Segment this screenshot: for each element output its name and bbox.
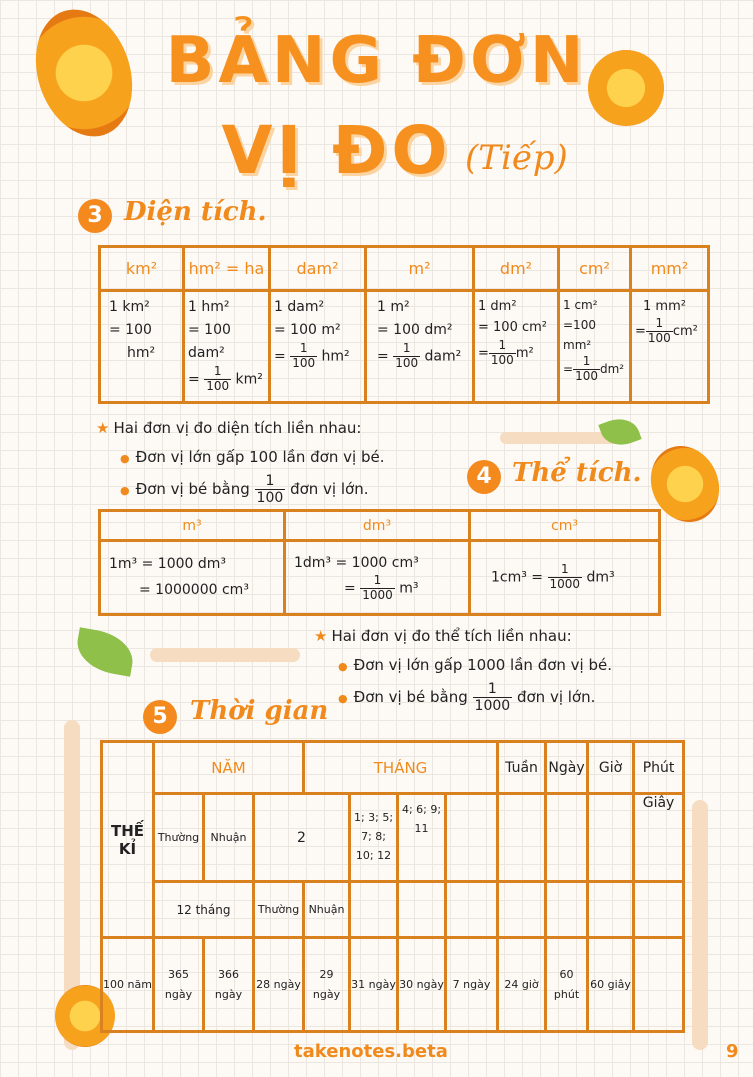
giay-header: Giây [634, 794, 684, 882]
blank-cell [634, 938, 684, 1032]
fraction-denominator: 100 [256, 490, 284, 507]
header-m2: m² [366, 247, 474, 291]
page-number: 9 [726, 1041, 739, 1062]
cell-line: 1 dm² [478, 299, 517, 314]
header-phut-giay [634, 742, 684, 794]
header-cm3: cm³ [470, 511, 660, 541]
cell-m3 [100, 541, 285, 615]
cell-line: =100 mm² [563, 317, 596, 352]
months-31: 1; 3; 5; 7; 8; 10; 12 [350, 794, 398, 882]
cell-line: 1m³ = 1000 dm³ [109, 556, 227, 573]
note-title [96, 414, 384, 443]
fraction-numerator: 1 [548, 563, 583, 578]
blank-cell [398, 882, 446, 938]
cell-line: 1dm³ = 1000 cm³ [294, 554, 419, 571]
star-icon: ★ [96, 419, 110, 437]
page-subtitle: (Tiếp) [465, 138, 568, 178]
header-km2: km² [100, 247, 184, 291]
header-thang: THÁNG [304, 742, 498, 794]
note-text: đơn vị lớn. [516, 688, 596, 707]
value-365-ngay: 365 ngày [154, 938, 204, 1032]
nhuan-label: Nhuận [204, 794, 254, 882]
fraction-numerator: 1 [489, 339, 516, 354]
value-366-ngay: 366 ngày [204, 938, 254, 1032]
cell-line: = $\frac{1}{100}$ dm² [563, 354, 625, 384]
nhuan-label: Nhuận [304, 882, 350, 938]
area-table [98, 245, 710, 404]
note-text: đơn vị lớn. [290, 480, 369, 499]
header-m3: m³ [100, 511, 285, 541]
footer-brand: takenotes.beta [294, 1041, 448, 1062]
fraction-numerator: 1 [204, 365, 231, 380]
header-dm3: dm³ [285, 511, 470, 541]
note-text: Đơn vị lớn gấp 1000 lần đơn vị bé. [353, 656, 613, 674]
cell-line: = 100 m² [274, 322, 341, 339]
blank-cell [350, 882, 398, 938]
section-title: Thời gian [190, 696, 329, 726]
fraction-denominator: 100 [206, 379, 230, 394]
note-item [96, 443, 384, 473]
equals: = [344, 580, 356, 596]
fraction-denominator: 100 [490, 352, 514, 367]
bullet-icon: ● [120, 484, 130, 498]
header-nam: NĂM [154, 742, 304, 794]
fraction [489, 339, 516, 368]
decor-stroke [692, 800, 708, 1050]
note-item [314, 651, 612, 681]
value-29-ngay: 29 ngày [304, 938, 350, 1032]
header-ngay: Ngày [546, 742, 588, 794]
cell-m2 [366, 291, 474, 403]
fraction-numerator: 1 [646, 317, 673, 332]
cell-line: = 100 [109, 322, 152, 339]
fraction [360, 574, 395, 603]
section-title: Thể tích. [512, 458, 642, 488]
volume-table [98, 509, 661, 616]
the-ki-label: THẾ KỈ [102, 742, 154, 938]
cell-line: = $\frac{1}{100}$ hm² [274, 341, 350, 370]
page-title-line2: VỊ ĐO [221, 112, 452, 189]
cell-line: 1 km² [109, 299, 150, 315]
months-30: 4; 6; 9; 11 [398, 794, 446, 882]
section-number: 5 [143, 700, 177, 734]
note-text: Đơn vị bé bằng [353, 688, 468, 707]
unit: m² [515, 345, 534, 361]
thuong-label: Thường [254, 882, 304, 938]
value-60-giay: 60 giây [588, 938, 634, 1032]
header-mm2: mm² [631, 247, 709, 291]
value-30-ngay: 30 ngày [398, 938, 446, 1032]
twelve-months: 12 tháng [154, 882, 254, 938]
cell-line: 1 mm² [643, 299, 686, 314]
fraction [290, 342, 317, 371]
blank-cell [546, 794, 588, 882]
fraction [548, 563, 583, 592]
cell-line: = 100 cm² [478, 320, 547, 336]
cell-line: = $\frac{1}{100}$ m² [478, 337, 534, 367]
note-text: Đơn vị bé bằng [135, 480, 250, 499]
fraction-numerator: 1 [360, 574, 395, 589]
fraction [473, 681, 513, 714]
volume-note [314, 622, 612, 714]
fraction-denominator: 100 [575, 369, 598, 384]
cell-line: = $\frac{1}{100}$ cm² [635, 316, 698, 346]
fraction [646, 317, 673, 346]
fraction-denominator: 1000 [549, 577, 581, 591]
cell-line: 1 m² [377, 299, 410, 315]
value-24-gio: 24 giờ [498, 938, 546, 1032]
value-7-ngay: 7 ngày [446, 938, 498, 1032]
blank-cell [588, 882, 634, 938]
blank-cell [588, 794, 634, 882]
value-60-phut: 60 phút [546, 938, 588, 1032]
cell-line: 1cm³ = [491, 569, 544, 586]
header-dam2: dam² [270, 247, 366, 291]
header-cm2: cm² [559, 247, 631, 291]
thuong-label: Thường [154, 794, 204, 882]
unit: dm² [599, 362, 625, 377]
cell-line: = $\frac{1}{100}$ km² [188, 364, 263, 394]
header-dm2: dm² [474, 247, 559, 291]
unit: cm² [672, 324, 698, 340]
cell-line: = 100 dm² [377, 322, 453, 339]
cell-line: = 1000000 cm³ [139, 581, 249, 598]
fraction-numerator: 1 [473, 681, 513, 698]
cell-dm3 [285, 541, 470, 615]
fraction-numerator: 1 [290, 342, 317, 357]
section-number: 4 [467, 460, 501, 494]
leaf-icon [73, 627, 137, 676]
cell-line: = $\frac{1}{100}$ dam² [377, 341, 462, 370]
note-title-text: Hai đơn vị đo diện tích liền nhau: [113, 419, 362, 437]
cell-line: 1 dam² [274, 299, 325, 315]
cell-dm2 [474, 291, 559, 403]
cell-line: 1 hm² [188, 299, 230, 315]
star-icon: ★ [314, 627, 328, 645]
fraction-denominator: 100 [647, 331, 671, 346]
blank-cell [498, 794, 546, 882]
fraction [255, 473, 286, 506]
fraction-numerator: 1 [393, 342, 420, 357]
blank-cell [498, 882, 546, 938]
value-31-ngay: 31 ngày [350, 938, 398, 1032]
feb-days: 2 [254, 794, 350, 882]
fraction-denominator: 1000 [362, 587, 393, 602]
cell-line: hm² [127, 345, 156, 362]
fraction-denominator: 100 [395, 355, 419, 370]
blank-cell [546, 882, 588, 938]
time-table [100, 740, 685, 1033]
note-title-text: Hai đơn vị đo thể tích liền nhau: [331, 627, 572, 645]
header-phut: Phút [642, 759, 675, 776]
unit: dm³ [586, 569, 615, 586]
cell-hm2 [184, 291, 270, 403]
note-item [96, 473, 384, 506]
header-hm2: hm² = ha [184, 247, 270, 291]
fraction-numerator: 1 [255, 473, 286, 490]
value-28-ngay: 28 ngày [254, 938, 304, 1032]
fraction-denominator: 1000 [474, 698, 511, 715]
cell-dam2 [270, 291, 366, 403]
note-title [314, 622, 612, 651]
note-text: Đơn vị lớn gấp 100 lần đơn vị bé. [135, 448, 385, 466]
header-gio: Giờ [588, 742, 634, 794]
fraction-numerator: 1 [573, 355, 600, 370]
header-tuan: Tuần [498, 742, 546, 794]
unit: m³ [399, 580, 419, 596]
cell-km2 [100, 291, 184, 403]
unit: km² [235, 371, 263, 388]
cell-cm2 [559, 291, 631, 403]
leaf-icon [598, 413, 641, 452]
blank-cell [634, 882, 684, 938]
bullet-icon: ● [338, 660, 348, 673]
fraction [573, 355, 600, 384]
fraction [393, 342, 420, 371]
note-item [314, 681, 612, 714]
bullet-icon: ● [338, 692, 348, 706]
page-title-line1: BẢNG ĐƠN [165, 24, 588, 98]
fraction-denominator: 100 [292, 355, 316, 370]
cell-mm2 [631, 291, 709, 403]
cell-line: = 100 dam² [188, 322, 231, 362]
unit: hm² [321, 348, 350, 365]
cell-cm3 [470, 541, 660, 615]
fraction [204, 365, 231, 394]
blank-cell [446, 794, 498, 882]
value-100-nam: 100 năm [102, 938, 154, 1032]
area-note [96, 414, 384, 506]
section-number: 3 [78, 199, 112, 233]
bullet-icon: ● [120, 452, 130, 465]
cell-line: 1 cm² [563, 298, 598, 312]
cell-line [294, 574, 460, 603]
unit: dam² [424, 348, 462, 365]
decor-stroke [150, 648, 300, 662]
section-title: Diện tích. [124, 197, 267, 227]
blank-cell [446, 882, 498, 938]
